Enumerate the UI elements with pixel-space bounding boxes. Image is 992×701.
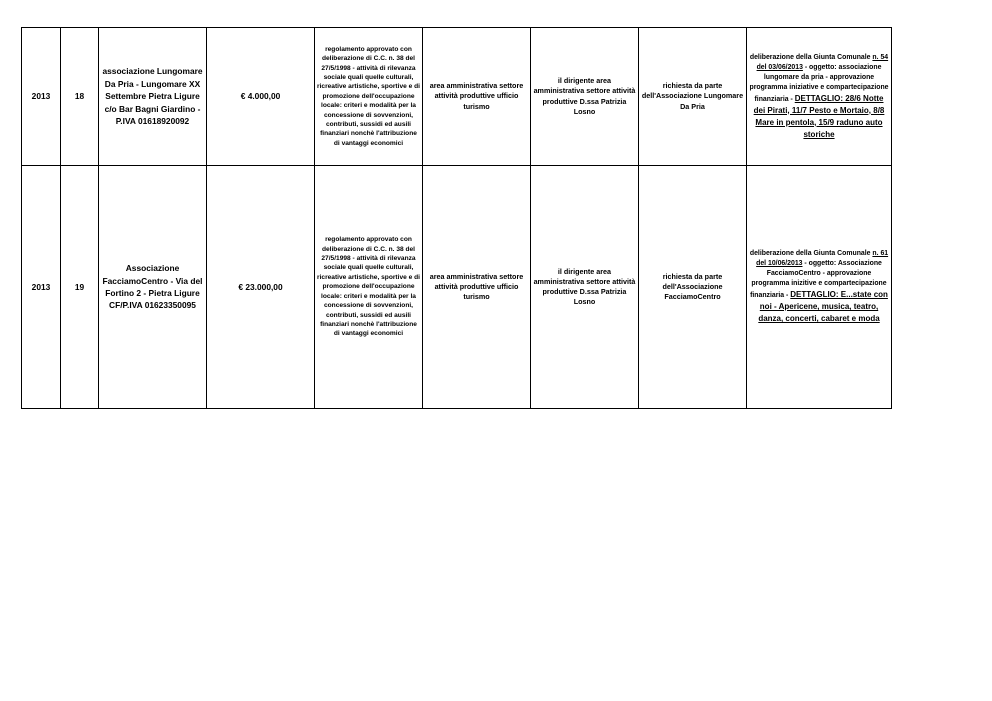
act-prefix: deliberazione della Giunta Comunale: [749, 250, 873, 257]
regulation-cell: regolamento approvato con deliberazione di C.C. n. 38 del 27/5/1998 - attività di rilevanza sociale quali quelle culturali, ricreative artistiche, sportive e di promozione dell'occupazione locale: criteri e modalità per la concessione di sovvenzioni, contributi, sussidi ed ausili finanziari nonchè l'attribuzione di vantaggi economici: [315, 28, 423, 166]
amount-cell: € 4.000,00: [207, 28, 315, 166]
responsible-cell: il dirigente area amministrativa settore attività produttive D.ssa Patrizia Losno: [531, 28, 639, 166]
beneficiary-cell: associazione Lungomare Da Pria - Lungomare XX Settembre Pietra Ligure c/o Bar Bagni Giardino - P.IVA 01618920092: [99, 28, 207, 166]
procedure-cell: richiesta da parte dell'Associazione Lungomare Da Pria: [639, 28, 747, 166]
year-cell: 2013: [22, 166, 61, 409]
act-subject: - oggetto: Associazione FacciamoCentro - approvazione programma inizitive e compartecipazione finanziaria -: [750, 260, 887, 299]
beneficiary-cell: Associazione FacciamoCentro - Via del Fortino 2 - Pietra Ligure CF/P.IVA 01623350095: [99, 166, 207, 409]
grants-table: [21, 27, 892, 409]
responsible-cell: il dirigente area amministrativa settore attività produttive D.ssa Patrizia Losno: [531, 166, 639, 409]
act-subject: - oggetto: associazione lungomare da pria - approvazione programma iniziative e compartecipazione finanziaria -: [749, 63, 889, 103]
table-row: [22, 28, 892, 166]
regulation-cell: regolamento approvato con deliberazione di C.C. n. 38 del 27/5/1998 - attività di rilevanza sociale quali quelle culturali, ricreative artistiche, sportive e di promozione dell'occupazione locale: criteri e modalità per la concessione di sovvenzioni, contributi, sussidi ed ausili finanziari nonchè l'attribuzione di vantaggi economici: [315, 166, 423, 409]
act-reference-link[interactable]: n. 54 del 03/06/2013: [756, 53, 889, 71]
act-detail-link[interactable]: DETTAGLIO: E...state con noi - Apericene, musica, teatro, danza, concerti, cabaret e moda: [758, 290, 888, 323]
procedure-cell: richiesta da parte dell'Associazione FacciamoCentro: [639, 166, 747, 409]
year-cell: 2013: [22, 28, 61, 166]
amount-cell: € 23.000,00: [207, 166, 315, 409]
act-reference-link[interactable]: n. 61 del 10/06/2013: [756, 250, 889, 267]
office-cell: area amministrativa settore attività produttive ufficio turismo: [423, 166, 531, 409]
act-prefix: deliberazione della Giunta Comunale: [749, 53, 873, 61]
table-row: [22, 166, 892, 409]
office-cell: area amministrativa settore attività produttive ufficio turismo: [423, 28, 531, 166]
act-detail-link[interactable]: DETTAGLIO: 28/6 Notte dei Pirati, 11/7 Pesto e Mortaio, 8/8 Mare in pentola, 15/9 raduno auto storiche: [753, 93, 885, 139]
number-cell: 18: [61, 28, 99, 166]
act-cell: [747, 166, 892, 409]
act-cell: [747, 28, 892, 166]
number-cell: 19: [61, 166, 99, 409]
